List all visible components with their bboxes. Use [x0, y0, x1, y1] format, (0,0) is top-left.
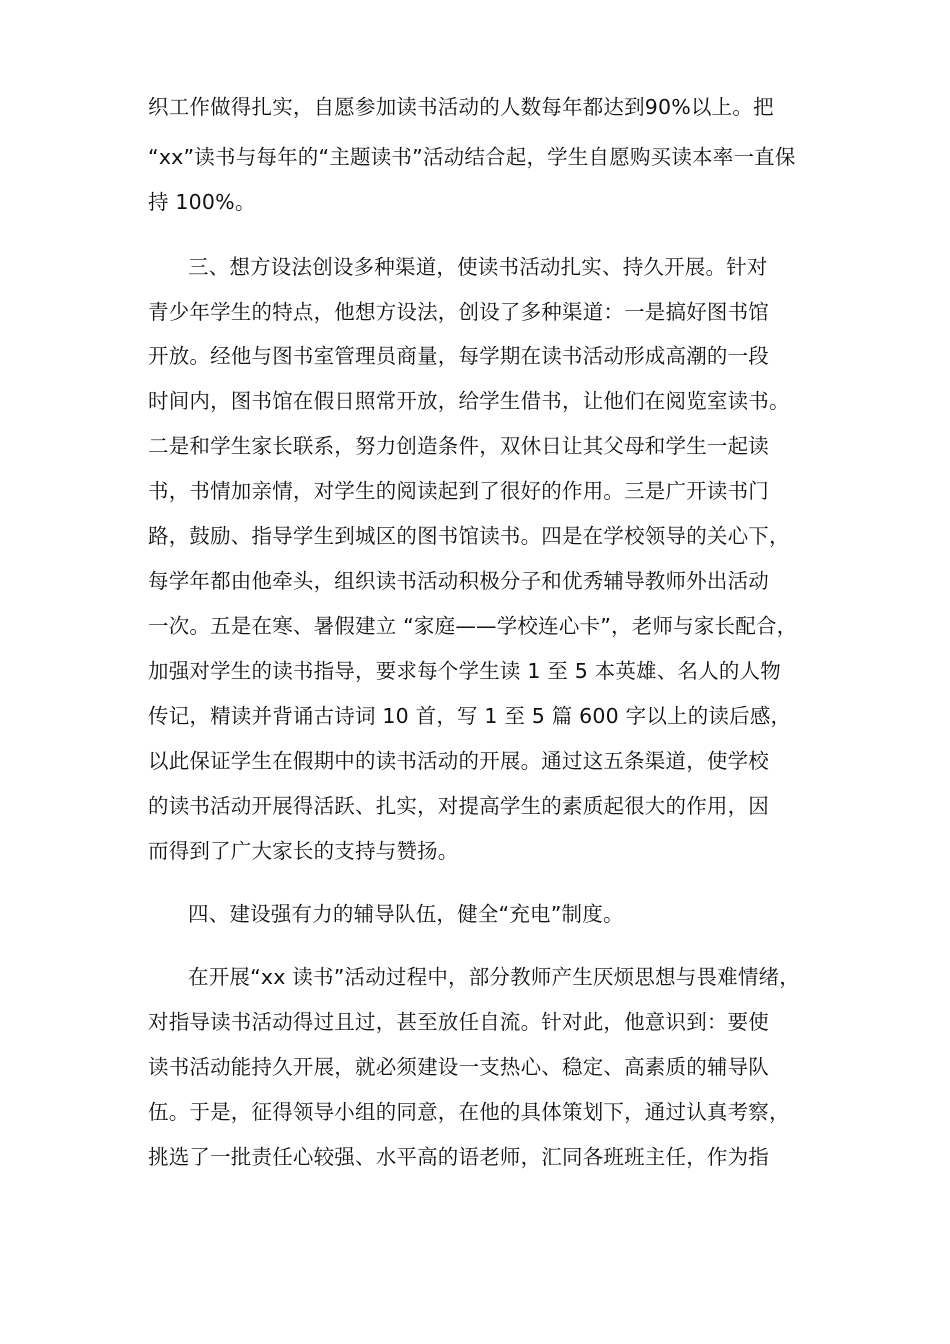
text-line: 在开展“xx 读书”活动过程中，部分教师产生厌烦思想与畏难情绪，: [188, 965, 800, 989]
text-line: 二是和学生家长联系，努力创造条件，双休日让其父母和学生一起读: [148, 434, 769, 458]
text-line: 传记，精读并背诵古诗词 10 首，写 1 至 5 篇 600 字以上的读后感，: [148, 704, 792, 728]
text-line: 持 100%。: [148, 190, 256, 214]
text-line: 伍。于是，征得领导小组的同意，在他的具体策划下，通过认真考察，: [148, 1100, 790, 1124]
text-line: 青少年学生的特点，他想方设法，创设了多种渠道：一是搞好图书馆: [148, 300, 769, 324]
text-line: 每学年都由他牵头，组织读书活动积极分子和优秀辅导教师外出活动: [148, 569, 769, 593]
text-line: 时间内，图书馆在假日照常开放，给学生借书，让他们在阅览室读书。: [148, 389, 790, 413]
paragraph-3-heading-line: 三、想方设法创设多种渠道，使读书活动扎实、持久开展。针对: [188, 255, 768, 279]
text-line: 以此保证学生在假期中的读书活动的开展。通过这五条渠道，使学校: [148, 749, 769, 773]
text-line: 加强对学生的读书指导，要求每个学生读 1 至 5 本英雄、名人的人物: [148, 659, 781, 683]
text-line: 织工作做得扎实，自愿参加读书活动的人数每年都达到90%以上。把: [148, 95, 774, 119]
text-line: 路，鼓励、指导学生到城区的图书馆读书。四是在学校领导的关心下，: [148, 524, 790, 548]
text-line: 书，书情加亲情，对学生的阅读起到了很好的作用。三是广开读书门: [148, 479, 769, 503]
text-line: 的读书活动开展得活跃、扎实，对提高学生的素质起很大的作用，因: [148, 794, 769, 818]
text-line: 而得到了广大家长的支持与赞扬。: [148, 839, 459, 863]
paragraph-4-heading-line: 四、建设强有力的辅导队伍，健全“充电”制度。: [188, 902, 624, 926]
text-line: 对指导读书活动得过且过，甚至放任自流。针对此，他意识到：要使: [148, 1010, 769, 1034]
text-line: 读书活动能持久开展，就必须建设一支热心、稳定、高素质的辅导队: [148, 1055, 769, 1079]
text-line: “xx”读书与每年的“主题读书”活动结合起，学生自愿购买读本率一直保: [148, 145, 796, 169]
text-line: 一次。五是在寒、暑假建立 “家庭——学校连心卡”，老师与家长配合，: [148, 614, 798, 638]
text-line: 开放。经他与图书室管理员商量，每学期在读书活动形成高潮的一段: [148, 344, 769, 368]
text-line: 挑选了一批责任心较强、水平高的语老师，汇同各班班主任，作为指: [148, 1145, 769, 1169]
